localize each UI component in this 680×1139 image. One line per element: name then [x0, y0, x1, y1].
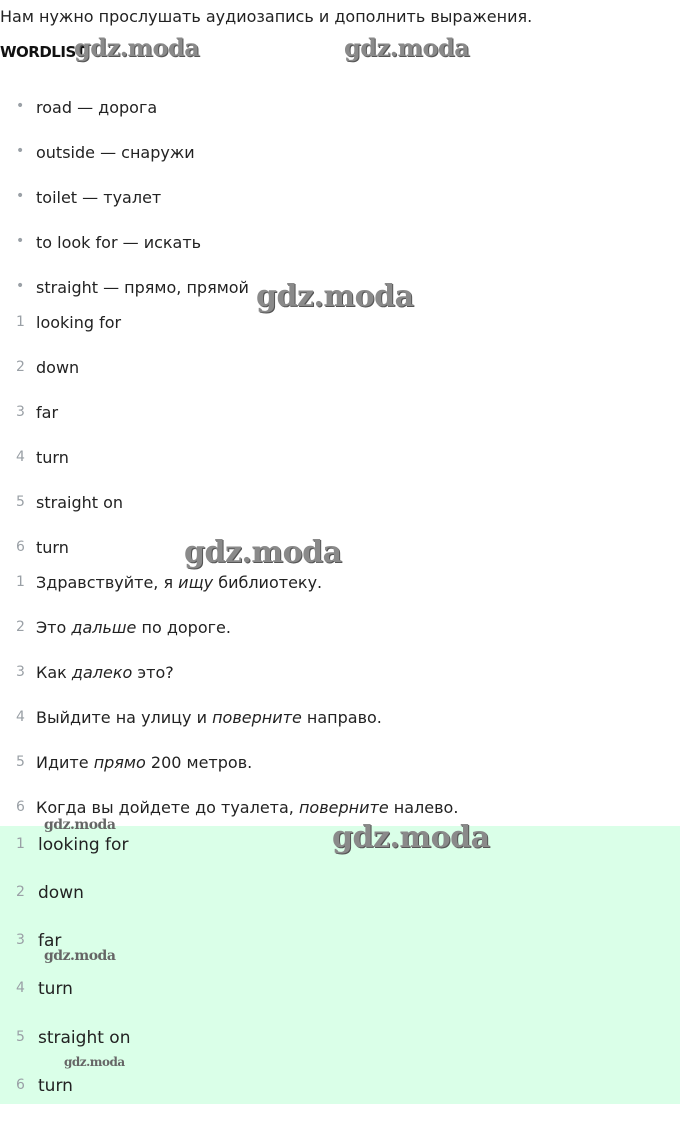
item-number: 4: [16, 709, 25, 725]
bullet: •: [16, 188, 25, 204]
answer-text: straight on: [36, 493, 124, 512]
wordlist-heading: WORDLIST: [0, 43, 86, 61]
item-number: 3: [16, 404, 25, 420]
highlighted-answer-item: [0, 1076, 680, 1100]
highlighted-answer-item: [0, 979, 680, 1003]
wordlist-item: [0, 143, 680, 167]
watermark: gdz.moda: [184, 535, 342, 570]
item-number: 5: [16, 1029, 25, 1045]
translation-emphasis: поверните: [212, 708, 302, 727]
wordlist-item-text: to look for — искать: [36, 233, 202, 252]
translation-emphasis: ищу: [178, 573, 214, 592]
item-number: 2: [16, 884, 25, 900]
watermark: gdz.moda: [64, 1055, 125, 1069]
wordlist-item: [0, 98, 680, 122]
answer-text: far: [36, 403, 59, 422]
item-number: 3: [16, 664, 25, 680]
watermark: gdz.moda: [44, 817, 116, 833]
watermark: gdz.moda: [256, 279, 414, 314]
watermark: gdz.moda: [344, 33, 470, 62]
answer-item: [0, 313, 680, 337]
translation-text-before: Это: [36, 618, 72, 637]
item-number: 5: [16, 754, 25, 770]
intro-text: Нам нужно прослушать аудиозапись и дополнить выражения.: [0, 7, 533, 26]
highlighted-answer-item: [0, 1028, 680, 1052]
answer-item: [0, 448, 680, 472]
translation-text-before: Когда вы дойдете до туалета,: [36, 798, 299, 817]
item-number: 6: [16, 539, 25, 555]
translation-text: [36, 708, 382, 727]
translation-text-after: по дороге.: [136, 618, 231, 637]
answer-text: down: [36, 358, 80, 377]
answer-text: turn: [36, 538, 69, 557]
wordlist-item: [0, 233, 680, 257]
answer-item: [0, 493, 680, 517]
item-number: 3: [16, 932, 25, 948]
translation-text: [36, 573, 322, 592]
bullet: •: [16, 233, 25, 249]
answer-item: [0, 403, 680, 427]
translation-text: [36, 798, 458, 817]
answer-text: straight on: [38, 1028, 131, 1048]
translation-emphasis: дальше: [71, 618, 137, 637]
translation-item: [0, 663, 680, 687]
answer-text: looking for: [38, 835, 129, 855]
bullet: •: [16, 98, 25, 114]
translation-text-after: библиотеку.: [213, 573, 323, 592]
translation-text-after: это?: [132, 663, 174, 682]
translation-text-after: 200 метров.: [145, 753, 253, 772]
wordlist-item-text: outside — снаружи: [36, 143, 195, 162]
item-number: 5: [16, 494, 25, 510]
item-number: 6: [16, 1077, 25, 1093]
translation-item: [0, 753, 680, 777]
answer-text: turn: [36, 448, 69, 467]
highlighted-answer-item: [0, 883, 680, 907]
item-number: 1: [16, 574, 25, 590]
item-number: 2: [16, 619, 25, 635]
translation-emphasis: прямо: [93, 753, 146, 772]
translation-text-before: Выйдите на улицу и: [36, 708, 213, 727]
answer-text: turn: [38, 1076, 73, 1096]
wordlist-item-text: straight — прямо, прямой: [36, 278, 249, 297]
translation-text: [36, 663, 174, 682]
translation-text-after: направо.: [301, 708, 382, 727]
translation-item: [0, 573, 680, 597]
item-number: 1: [16, 314, 25, 330]
translation-emphasis: поверните: [298, 798, 389, 817]
translation-item: [0, 618, 680, 642]
item-number: 4: [16, 980, 25, 996]
translation-text-after: налево.: [388, 798, 459, 817]
translation-item: [0, 708, 680, 732]
translation-text: [36, 618, 231, 637]
item-number: 6: [16, 799, 25, 815]
translation-text-before: Как: [36, 663, 72, 682]
translation-text-before: Идите: [36, 753, 94, 772]
watermark: gdz.moda: [74, 33, 200, 62]
wordlist-item: [0, 188, 680, 212]
answer-text: looking for: [36, 313, 122, 332]
translation-text: [36, 753, 252, 772]
translation-emphasis: далеко: [71, 663, 133, 682]
watermark: gdz.moda: [332, 820, 490, 855]
bullet: •: [16, 143, 25, 159]
answer-text: turn: [38, 979, 73, 999]
answer-item: [0, 358, 680, 382]
wordlist-item-text: toilet — туалет: [36, 188, 162, 207]
item-number: 4: [16, 449, 25, 465]
wordlist-item-text: road — дорога: [36, 98, 158, 117]
translation-text-before: Здравствуйте, я: [36, 573, 179, 592]
bullet: •: [16, 278, 25, 294]
answer-text: down: [38, 883, 84, 903]
answer-text: far: [38, 931, 62, 951]
watermark: gdz.moda: [44, 948, 116, 964]
item-number: 2: [16, 359, 25, 375]
item-number: 1: [16, 836, 25, 852]
